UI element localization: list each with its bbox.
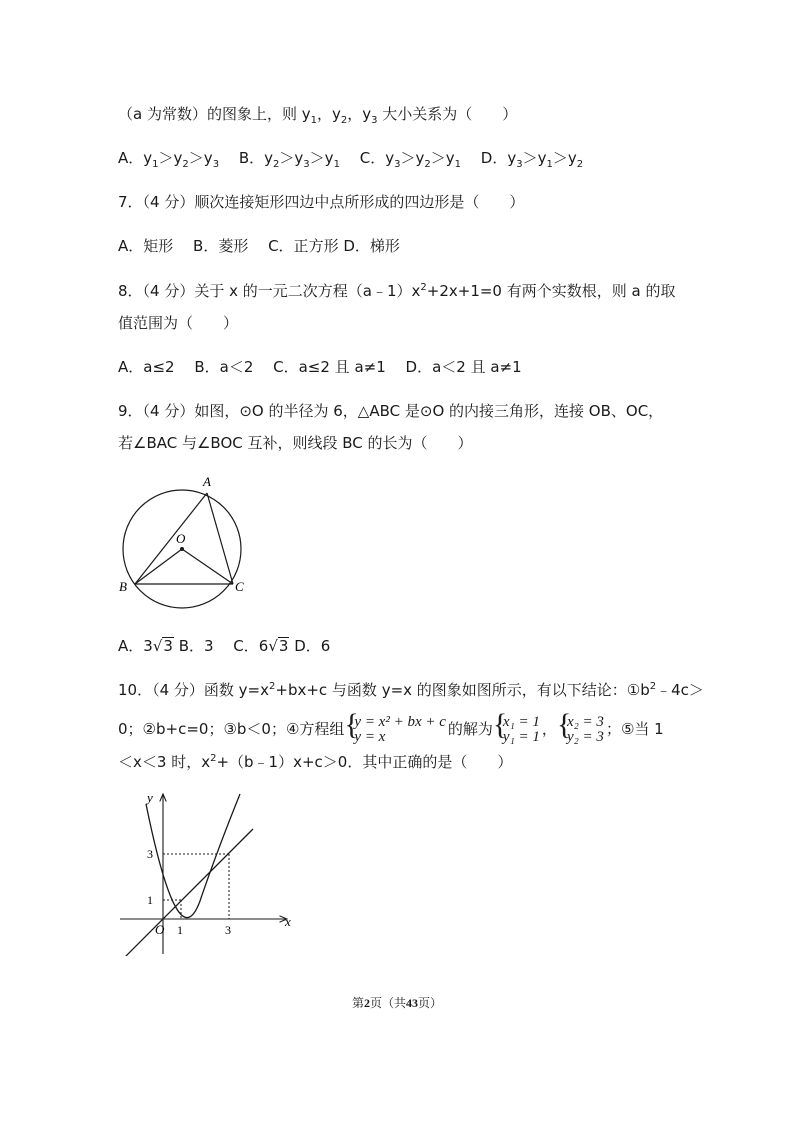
label-c: C <box>235 579 244 594</box>
q8-stem-line2: 值范围为（ ） <box>118 314 239 332</box>
origin-label: O <box>155 922 165 937</box>
tick-y1: 1 <box>147 893 153 907</box>
q7-options: A．矩形 B．菱形 C．正方形 D．梯形 <box>118 237 400 255</box>
page-footer: 第2页（共43页） <box>351 996 443 1010</box>
axis-label-x: x <box>285 914 291 929</box>
label-o: O <box>176 531 186 546</box>
axis-label-y: y <box>147 790 153 805</box>
tick-x1: 1 <box>177 923 183 937</box>
label-a: A <box>203 474 211 489</box>
q9-circle-figure <box>112 472 262 612</box>
tick-x3: 3 <box>225 923 231 937</box>
tick-y3: 3 <box>147 847 153 861</box>
center-point <box>180 547 184 551</box>
q10-stem-line1: 10．（4 分）函数 $y=x^2+bx+c$ 与函数 y=x 的图象如图所示，有以下结论：$①b^2﹣4c>$ <box>118 681 704 699</box>
segment-ac <box>207 493 233 584</box>
equation-system: { y = x² + bx + c y = x <box>346 715 446 745</box>
q10-function-graph <box>115 786 305 956</box>
q6-continuation: （a 为常数）的图象上，则 $y_1$，$y_2$，$y_3$ 大小关系为（ ） <box>118 105 518 126</box>
q7-stem: 7．（4 分）顺次连接矩形四边中点所形成的四边形是（ ） <box>118 193 525 211</box>
q6-options: A．$y_1>y_2>y_3$ B．$y_2>y_3>y_1$ C．$y_3>y_2>y_1$ D．$y_3>y_1>y_2$ <box>118 149 584 170</box>
solution-2: { x₂ = 3 y₂ = 3 <box>559 715 604 745</box>
q9-options: A．3√3 B．3 C．6√3 D．6 <box>118 637 331 655</box>
q9-stem-line1: 9．（4 分）如图，⊙O 的半径为 6，△ABC 是⊙O 的内接三角形，连接 OB、OC， <box>118 402 664 420</box>
segment-oc <box>182 549 233 584</box>
label-b: B <box>119 579 127 594</box>
segment-ab <box>135 493 207 584</box>
q8-stem-line1: 8．（4 分）关于 x 的一元二次方程$(a﹣1)x^2+2x+1=0$ 有两个实数根，则 a 的取 <box>118 282 676 300</box>
q9-stem-line2: 若∠BAC 与∠BOC 互补，则线段 BC 的长为（ ） <box>118 434 473 452</box>
line-y-equals-x <box>125 829 253 956</box>
q10-stem-line3: ＜x＜3 时，$x^2+(b﹣1)x+c>0$．其中正确的是（ ） <box>118 753 513 771</box>
q10-stem-line2: 0；②b+c=0；③b＜0；④方程组 { y = x² + bx + c y = x 的解为 { x₁ = 1 y₁ = 1 ， { x₂ = 3 y₂ = 3 ；⑤当 1 <box>118 712 664 746</box>
q8-options: A．a≤2 B．a＜2 C．a≤2 且 a≠1 D．a＜2 且 a≠1 <box>118 358 522 376</box>
solution-1: { x₁ = 1 y₁ = 1 <box>495 715 540 745</box>
